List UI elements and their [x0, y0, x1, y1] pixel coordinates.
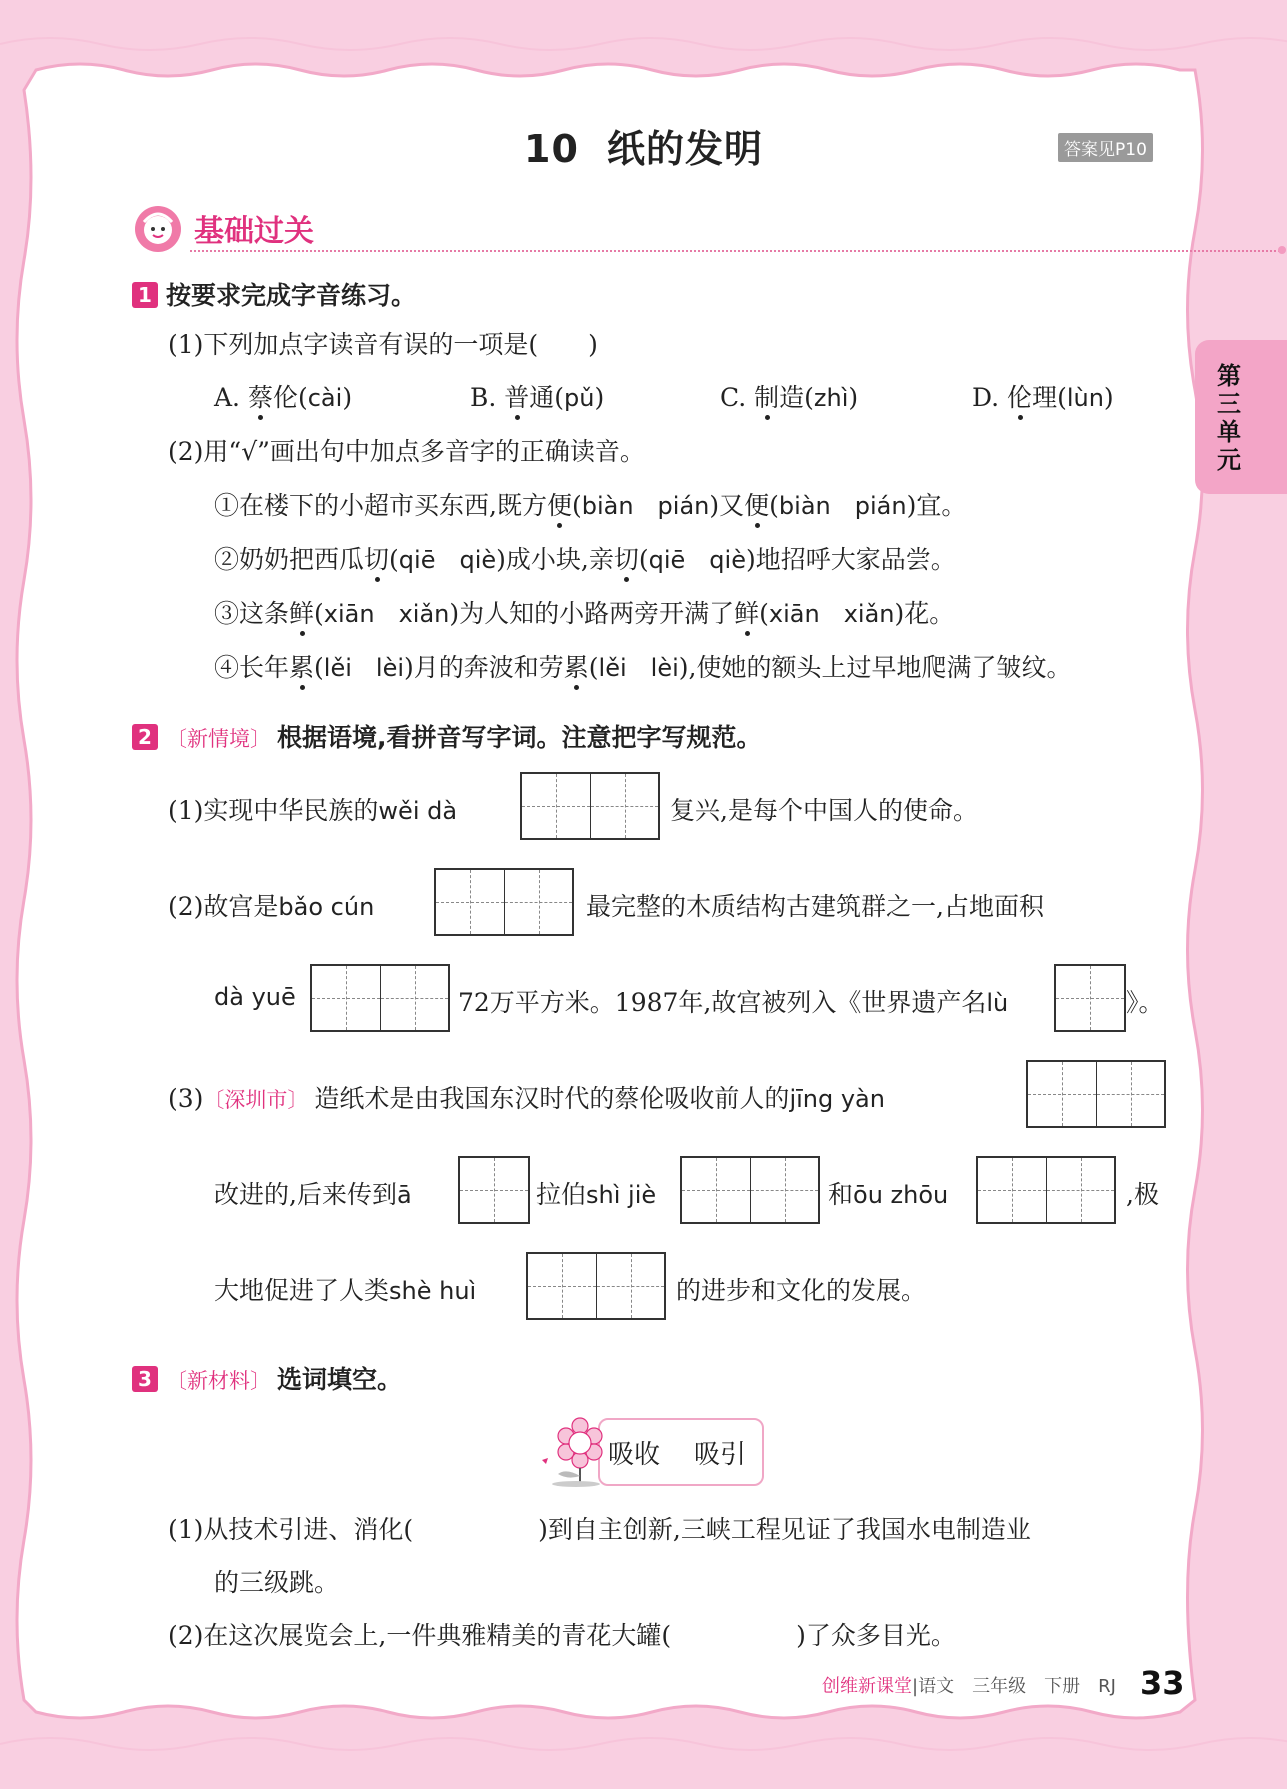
- grid-cell[interactable]: [460, 1158, 528, 1222]
- question-2-heading: [132, 718, 762, 754]
- option-c: C. 制造(zhì): [720, 383, 859, 412]
- question-1-number: 1: [132, 282, 158, 308]
- footer-course: 语文 三年级 下册 RJ: [918, 1676, 1116, 1697]
- grid-cell[interactable]: [380, 966, 448, 1030]
- word-option-2: 吸引: [694, 1440, 747, 1470]
- question-2-number: 2: [132, 724, 158, 750]
- q1-sentence-2: ②奶奶把西瓜切(qiē qiè)成小块,亲切(qiē qiè)地招呼大家品尝。: [214, 545, 956, 574]
- answer-grid-shijie[interactable]: [680, 1156, 820, 1224]
- answer-grid-lu[interactable]: [1054, 964, 1126, 1032]
- q3-sub1: (1)从技术引进、消化( )到自主创新,三峡工程见证了我国水电制造业: [168, 1515, 1031, 1544]
- footer-brand: 创维新课堂: [822, 1676, 912, 1697]
- question-3-tag: 〔新材料〕: [166, 1369, 271, 1393]
- answer-grid-jingyan[interactable]: [1026, 1060, 1166, 1128]
- grid-cell[interactable]: [750, 1158, 818, 1222]
- grid-cell[interactable]: [978, 1158, 1046, 1222]
- lesson-title: 纸的发明: [606, 127, 763, 171]
- word-bank-box: [598, 1418, 764, 1486]
- page-number: 33: [1140, 1664, 1185, 1702]
- answer-grid-dayue[interactable]: [310, 964, 450, 1032]
- section-title: 基础过关: [194, 214, 314, 249]
- grid-cell[interactable]: [1056, 966, 1124, 1030]
- answer-grid-baocun[interactable]: [434, 868, 574, 936]
- grid-cell[interactable]: [1096, 1062, 1164, 1126]
- q2-line-6-text: 大地促进了人类shè huì: [214, 1276, 477, 1305]
- q2-line-5-a: 改进的,后来传到ā: [214, 1180, 412, 1209]
- q2-line-3-text: 72万平方米。1987年,故宫被列入《世界遗产名lù: [458, 988, 1009, 1017]
- cartoon-girl-icon: [132, 204, 184, 254]
- grid-cell[interactable]: [682, 1158, 750, 1222]
- question-3-heading: [132, 1360, 402, 1396]
- q2-line-6-rest: 的进步和文化的发展。: [676, 1276, 927, 1305]
- word-option-1: 吸收: [608, 1440, 661, 1470]
- footer-info: 创维新课堂|语文 三年级 下册 RJ: [822, 1676, 1116, 1697]
- answer-grid-a[interactable]: [458, 1156, 530, 1224]
- question-3-text: 选词填空。: [277, 1365, 403, 1394]
- answer-grid-shehui[interactable]: [526, 1252, 666, 1320]
- lesson-number: 10: [524, 127, 579, 171]
- q1-sentence-3: ③这条鲜(xiān xiǎn)为人知的小路两旁开满了鲜(xiān xiǎn)花。: [214, 599, 955, 628]
- grid-cell[interactable]: [596, 1254, 664, 1318]
- q1-sub1: (1)下列加点字读音有误的一项是( ): [168, 330, 598, 359]
- grid-cell[interactable]: [528, 1254, 596, 1318]
- q1-sub2: (2)用“√”画出句中加点多音字的正确读音。: [168, 437, 645, 466]
- q3-sub1-cont: 的三级跳。: [214, 1568, 340, 1597]
- option-a: A. 蔡伦(cài): [214, 383, 353, 412]
- grid-cell[interactable]: [312, 966, 380, 1030]
- q2-line-4-text: (3)〔深圳市〕 造纸术是由我国东汉时代的蔡伦吸收前人的jīng yàn: [168, 1084, 885, 1113]
- q2-line-5-end: ,极: [1126, 1180, 1159, 1209]
- q2-line-5-c: 和ōu zhōu: [828, 1180, 949, 1209]
- section-divider: [190, 250, 1280, 252]
- grid-cell[interactable]: [436, 870, 504, 934]
- q2-line-1-text: (1)实现中华民族的wěi dà: [168, 796, 458, 825]
- q1-sentence-1: ①在楼下的小超市买东西,既方便(biàn pián)又便(biàn pián)宜。: [214, 491, 967, 520]
- grid-cell[interactable]: [1028, 1062, 1096, 1126]
- answer-grid-ouzhou[interactable]: [976, 1156, 1116, 1224]
- question-2-tag: 〔新情境〕: [166, 727, 271, 751]
- q2-line-2-text: (2)故宫是bǎo cún: [168, 892, 375, 921]
- q2-line-3-end: 》。: [1126, 988, 1164, 1017]
- q2-line-5-b: 拉伯shì jiè: [536, 1180, 657, 1209]
- question-3-number: 3: [132, 1366, 158, 1392]
- q2-line-3-pinyin: dà yuē: [214, 983, 296, 1011]
- q3-sub2: (2)在这次展览会上,一件典雅精美的青花大罐( )了众多目光。: [168, 1621, 956, 1650]
- q2-line-1-rest: 复兴,是每个中国人的使命。: [670, 796, 978, 825]
- q2-line-2-rest: 最完整的木质结构古建筑群之一,占地面积: [586, 892, 1044, 921]
- question-2-text: 根据语境,看拼音写字词。注意把字写规范。: [277, 723, 762, 752]
- grid-cell[interactable]: [522, 774, 590, 838]
- option-b: B. 普通(pǔ): [470, 383, 605, 412]
- unit-side-tab: [1195, 340, 1287, 494]
- grid-cell[interactable]: [504, 870, 572, 934]
- section-header: [132, 204, 1152, 248]
- answer-reference-badge: 答案见P10: [1058, 133, 1153, 162]
- answer-grid-weida[interactable]: [520, 772, 660, 840]
- q1-sentence-4: ④长年累(lěi lèi)月的奔波和劳累(lěi lèi),使她的额头上过早地爬满了皱纹。: [214, 653, 1072, 682]
- grid-cell[interactable]: [590, 774, 658, 838]
- flower-icon: [536, 1412, 608, 1488]
- unit-label: 第三单元: [1217, 362, 1241, 474]
- question-1-heading: [132, 276, 416, 312]
- decorative-dots-icon: [1276, 240, 1287, 260]
- option-d: D. 伦理(lùn): [972, 383, 1114, 412]
- grid-cell[interactable]: [1046, 1158, 1114, 1222]
- question-1-text: 按要求完成字音练习。: [166, 281, 417, 310]
